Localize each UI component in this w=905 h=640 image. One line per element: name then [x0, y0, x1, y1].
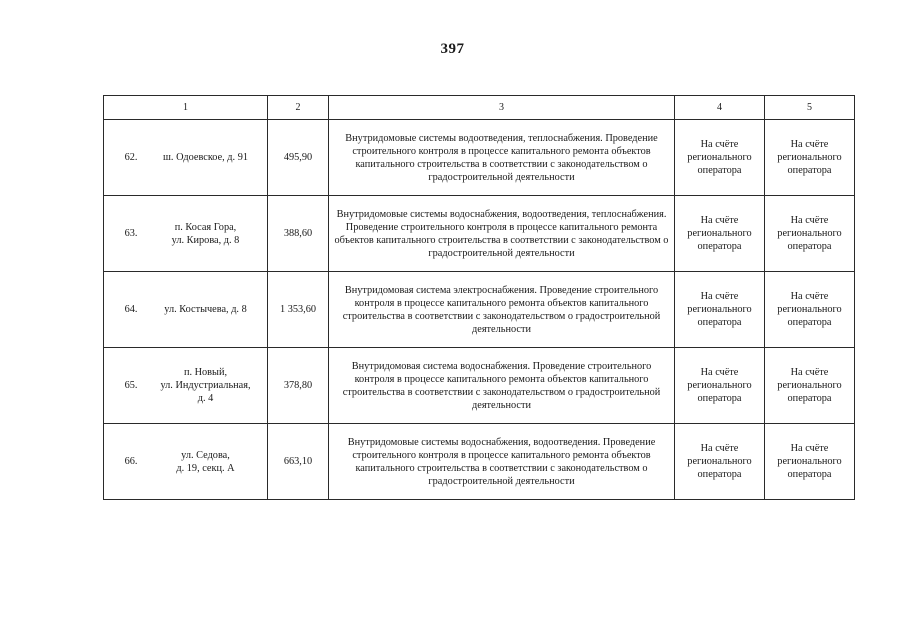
area-cell: 663,10 — [268, 424, 329, 500]
address-cell — [104, 120, 268, 196]
column-5-cell: На счёте регионального оператора — [765, 272, 855, 348]
address: п. Косая Гора, ул. Кирова, д. 8 — [171, 221, 240, 246]
column-5-cell: На счёте регионального оператора — [765, 120, 855, 196]
work-description-cell: Внутридомовая система электроснабжения. Проведение строительного контроля в процессе капитального ремонта объектов капитального строительства в соответствии с законодательством о градостроительной деятельности — [329, 272, 675, 348]
column-4-cell: На счёте регионального оператора — [675, 196, 765, 272]
address: ул. Седова, д. 19, секц. А — [176, 449, 235, 474]
table-row — [104, 272, 855, 348]
work-description-cell: Внутридомовые системы водоснабжения, водоотведения, теплоснабжения. Проведение строительного контроля в процессе капитального ремонта объектов капитального строительства в соответствии с законодательством о градостроительной деятельности — [329, 196, 675, 272]
work-description-cell: Внутридомовые системы водоотведения, теплоснабжения. Проведение строительного контроля в процессе капитального ремонта объектов капитального строительства в соответствии с законодательством о градостроительной деятельности — [329, 120, 675, 196]
work-description-cell: Внутридомовые системы водоснабжения, водоотведения. Проведение строительного контроля в процессе капитального ремонта объектов капитального строительства в соответствии с законодательством о градостроительной деятельности — [329, 424, 675, 500]
column-4-cell: На счёте регионального оператора — [675, 348, 765, 424]
row-number: 65. — [124, 380, 138, 391]
address: п. Новый, ул. Индустриальная, д. 4 — [160, 367, 251, 404]
column-header-2: 2 — [268, 96, 329, 120]
row-number: 62. — [124, 152, 138, 163]
table-header-row — [104, 96, 855, 120]
page-number: 397 — [440, 41, 465, 57]
column-5-cell: На счёте регионального оператора — [765, 196, 855, 272]
row-number: 64. — [124, 304, 138, 315]
column-header-1: 1 — [104, 96, 268, 120]
work-description-cell: Внутридомовая система водоснабжения. Проведение строительного контроля в процессе капитального ремонта объектов капитального строительства в соответствии с законодательством о градостроительной деятельности — [329, 348, 675, 424]
column-5-cell: На счёте регионального оператора — [765, 348, 855, 424]
address-cell — [104, 424, 268, 500]
address-cell — [104, 196, 268, 272]
column-5-cell: На счёте регионального оператора — [765, 424, 855, 500]
table-row — [104, 120, 855, 196]
table-row — [104, 424, 855, 500]
column-4-cell: На счёте регионального оператора — [675, 120, 765, 196]
area-cell: 1 353,60 — [268, 272, 329, 348]
address: ш. Одоевское, д. 91 — [163, 152, 248, 163]
area-cell: 388,60 — [268, 196, 329, 272]
row-number: 66. — [124, 456, 138, 467]
address: ул. Костычева, д. 8 — [164, 304, 247, 315]
table-row — [104, 348, 855, 424]
address-cell — [104, 348, 268, 424]
column-header-3: 3 — [329, 96, 675, 120]
works-table — [103, 95, 855, 500]
row-number: 63. — [124, 228, 138, 239]
column-4-cell: На счёте регионального оператора — [675, 424, 765, 500]
area-cell: 495,90 — [268, 120, 329, 196]
column-header-4: 4 — [675, 96, 765, 120]
area-cell: 378,80 — [268, 348, 329, 424]
column-header-5: 5 — [765, 96, 855, 120]
address-cell — [104, 272, 268, 348]
table-row — [104, 196, 855, 272]
column-4-cell: На счёте регионального оператора — [675, 272, 765, 348]
